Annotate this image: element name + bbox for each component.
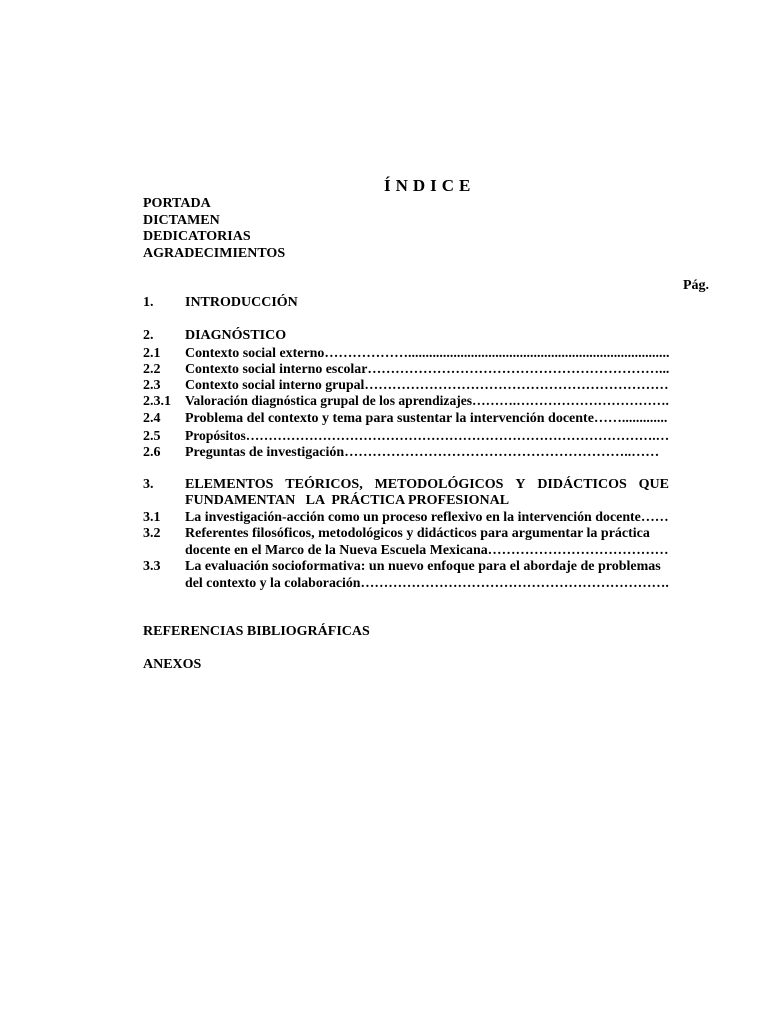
front-matter-dictamen: DICTAMEN <box>143 213 220 228</box>
toc-entry-line1: Referentes filosóficos, metodológicos y didácticos para argumentar la práctica <box>185 526 650 541</box>
page-column-header: Pág. <box>683 278 710 293</box>
section-number: 2.4 <box>143 411 161 426</box>
toc-entry-line2: docente en el Marco de la Nueva Escuela Mexicana………………………………… <box>185 543 669 558</box>
back-matter-referencias: REFERENCIAS BIBLIOGRÁFICAS <box>143 624 370 639</box>
front-matter-portada: PORTADA <box>143 196 211 211</box>
front-matter-agradecimientos: AGRADECIMIENTOS <box>143 246 286 261</box>
toc-entry-line2: del contexto y la colaboración…………………………………………………………. <box>185 576 669 591</box>
section-number: 1. <box>143 295 154 310</box>
toc-entry: Contexto social interno grupal………………………………………………………… <box>185 378 669 393</box>
title-word: Y <box>515 477 526 492</box>
section-number: 2. <box>143 328 154 343</box>
section-number: 2.3 <box>143 378 161 393</box>
section-number: 3. <box>143 477 154 492</box>
toc-entry: La investigación-acción como un proceso reflexivo en la intervención docente…… <box>185 510 669 525</box>
section-number: 2.6 <box>143 445 161 460</box>
section-title-elementos-line2: FUNDAMENTAN LA PRÁCTICA PROFESIONAL <box>185 493 510 508</box>
title-word: TEÓRICOS, <box>285 477 363 492</box>
section-number: 2.5 <box>143 429 161 444</box>
section-number: 2.1 <box>143 346 161 361</box>
title-word: ELEMENTOS <box>185 477 274 492</box>
toc-entry: Contexto social externo………………........................................................................... <box>185 346 670 361</box>
toc-entry: Contexto social interno escolar………………………………………………………... <box>185 362 670 377</box>
index-title: ÍNDICE <box>384 176 476 195</box>
title-word: METODOLÓGICOS <box>374 477 504 492</box>
section-title-elementos <box>185 477 669 493</box>
front-matter-dedicatorias: DEDICATORIAS <box>143 229 251 244</box>
title-word: DIDÁCTICOS <box>537 477 627 492</box>
toc-entry: Propósitos……………………………………………………………………………….… <box>185 429 670 444</box>
title-word: QUE <box>638 477 669 492</box>
back-matter-anexos: ANEXOS <box>143 657 202 672</box>
toc-entry-line1: La evaluación socioformativa: un nuevo enfoque para el abordaje de problemas <box>185 559 661 574</box>
section-title-diagnostico: DIAGNÓSTICO <box>185 328 287 343</box>
toc-entry: Valoración diagnóstica grupal de los aprendizajes……….……………………………. <box>185 394 669 409</box>
section-number: 2.2 <box>143 362 161 377</box>
section-title-introduccion: INTRODUCCIÓN <box>185 295 298 310</box>
section-number: 2.3.1 <box>143 394 171 409</box>
section-number: 3.1 <box>143 510 161 525</box>
toc-entry: Problema del contexto y tema para sustentar la intervención docente……............. <box>185 411 668 426</box>
section-number: 3.2 <box>143 526 161 541</box>
section-number: 3.3 <box>143 559 161 574</box>
toc-entry: Preguntas de investigación……………………………………………………..…… <box>185 445 660 460</box>
